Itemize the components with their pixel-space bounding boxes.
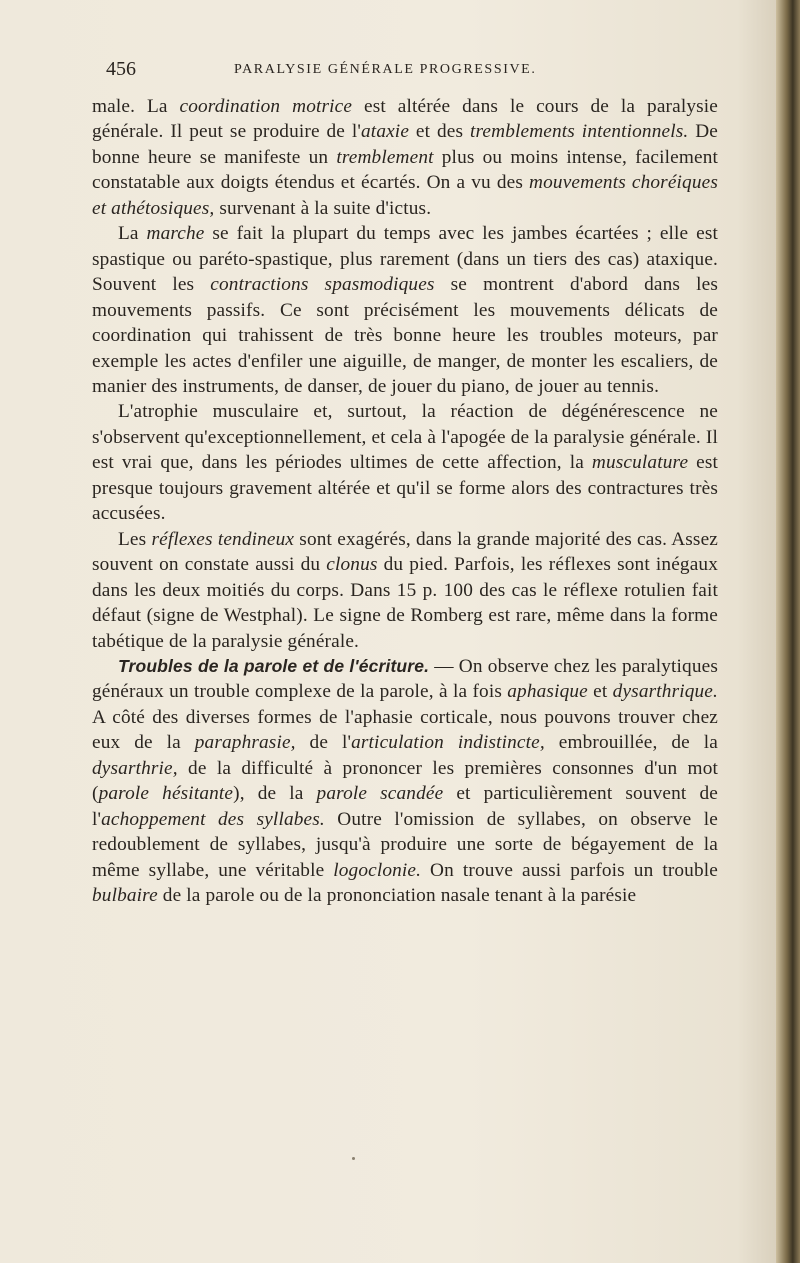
- running-head: PARALYSIE GÉNÉRALE PROGRESSIVE.: [234, 62, 537, 77]
- book-spine-edge: [776, 0, 800, 1263]
- paragraph-atrophie: L'atrophie musculaire et, surtout, la réaction de dégénérescence ne s'observent qu'exceptionnellement, et cela à l'apogée de la paralysie générale. Il est vrai que, dans les périodes ultimes de cette affection, la musculature est presque toujours gravement altérée et qu'il se forme alors des contractures très accusées.: [92, 401, 718, 525]
- paragraph-troubles-parole: Troubles de la parole et de l'écriture. — On observe chez les paralytiques généraux un trouble complexe de la parole, à la fois aphasique et dysarthrique. A côté des diverses formes de l'aphasie corticale, nous pouvons trouver chez eux de la paraphrasie, de l'articulation indistincte, embrouillée, de la dysarthrie, de la difficulté à prononcer les premières consonnes d'un mot (parole hésitante), de la parole scandée et particulièrement souvent de l'achoppement des syllabes. Outre l'omission de syllabes, on observe le redoublement de syllabes, jusqu'à produire une sorte de bégayement de la même syllabe, une véritable logoclonie. On trouve aussi parfois un trouble bulbaire de la parole ou de la prononciation nasale tenant à la parésie: [92, 655, 718, 907]
- page-body: [92, 94, 718, 909]
- page-header: [106, 58, 726, 86]
- page-speck: [352, 1157, 355, 1160]
- paragraph-coordination: male. La coordination motrice est altérée dans le cours de la paralysie générale. Il peut se produire de l'ataxie et des tremblements intentionnels. De bonne heure se manifeste un tremblement plus ou moins intense, facilement constatable aux doigts étendus et écartés. On a vu des mouvements choréiques et athétosiques, survenant à la suite d'ictus.: [92, 96, 718, 219]
- page-number: 456: [106, 58, 136, 80]
- paragraph-reflexes: Les réflexes tendineux sont exagérés, dans la grande majorité des cas. Assez souvent on constate aussi du clonus du pied. Parfois, les réflexes sont inégaux dans les deux moitiés du corps. Dans 15 p. 100 des cas le réflexe rotulien fait défaut (signe de Westphal). Le signe de Romberg est rare, même dans la forme tabétique de la paralysie générale.: [92, 528, 718, 652]
- section-heading: Troubles de la parole et de l'écriture.: [118, 655, 430, 676]
- paragraph-marche: La marche se fait la plupart du temps avec les jambes écartées ; elle est spastique ou paréto-spastique, plus rarement (dans un tiers des cas) ataxique. Souvent les contractions spasmodiques se montrent d'abord dans les mouvements passifs. Ce sont précisément les mouvements délicats de coordination qui trahissent de très bonne heure les troubles moteurs, par exemple les actes d'enfiler une aiguille, de manger, de monter les escaliers, de manier des instruments, de danser, de jouer du piano, de jouer au tennis.: [92, 223, 719, 397]
